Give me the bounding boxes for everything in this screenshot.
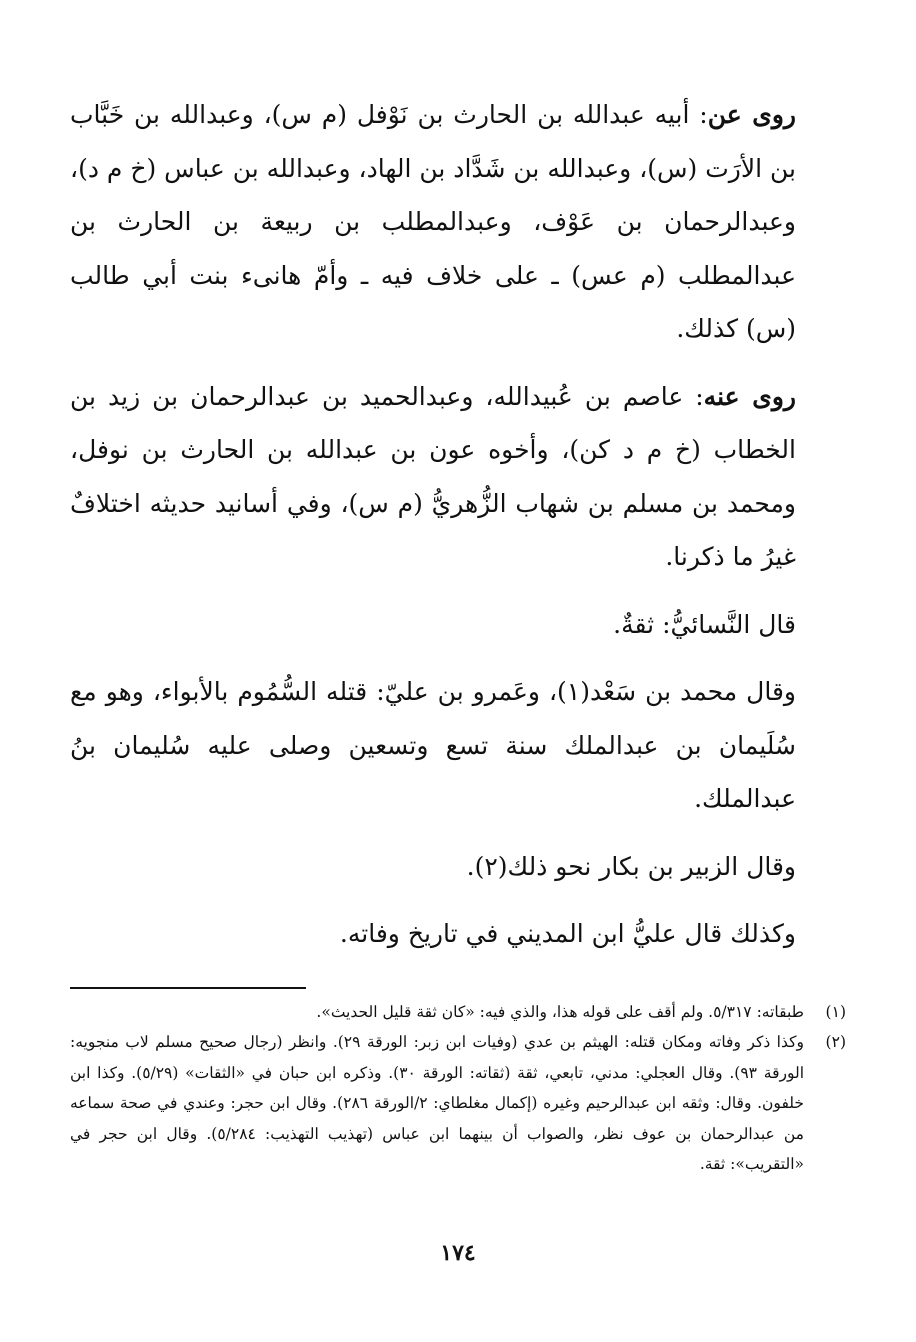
- paragraph-text: وكذلك قال عليُّ ابن المديني في تاريخ وفاته.: [339, 919, 796, 948]
- paragraph-ibn-madini: [70, 907, 846, 961]
- footnotes: [70, 997, 846, 1180]
- paragraph-narrated-by: [70, 370, 846, 584]
- footnote-separator: [70, 987, 306, 989]
- paragraph-text: قال النَّسائيُّ: ثقةٌ.: [613, 609, 796, 639]
- paragraph-ibn-sad: [70, 665, 846, 826]
- footnote-text: وكذا ذكر وفاته ومكان قتله: الهيثم بن عدي (وفيات ابن زبر: الورقة ٢٩). وانظر (رجال صحيح مسلم لاب منجويه: الورقة ٩٣). وقال العجلي: مدني، تابعي، ثقة (ثقاته: الورقة ٣٠). وذكره ابن حبان في «الثقات» (٥/٢٩). وكذا ابن خلفون. وقال: وثقه ابن عبدالرحيم وغيره (إكمال مغلطاي: ٢/الورقة ٢٨٦). وقال ابن حجر: وعندي في صحة سماعه من عبدالرحمان بن عوف نظر، والصواب أن بينهما ابن عباس (تهذيب التهذيب: ٥/٢٨٤). وقال ابن حجر في «التقريب»: ثقة.: [70, 1033, 804, 1173]
- page-number: ١٧٤: [440, 1240, 476, 1266]
- footnote-text: طبقاته: ٥/٣١٧. ولم أقف على قوله هذا، والذي فيه: «كان ثقة قليل الحديث».: [316, 1002, 804, 1021]
- paragraph-narrated-from: [70, 88, 846, 356]
- footnote-number: (٢): [825, 1033, 846, 1051]
- footnote: [70, 997, 846, 1028]
- paragraph-lead: روى عن: [707, 100, 796, 129]
- paragraph-text: : أبيه عبدالله بن الحارث بن نَوْفل (م س)، وعبدالله بن خَبَّاب بن الأرَت (س)، وعبدالله بن شَدَّاد بن الهاد، وعبدالله بن عباس (خ م د)، وعبدالرحمان بن عَوْف، وعبدالمطلب بن ربيعة بن الحارث بن عبدالمطلب (م عس) ـ على خلاف فيه ـ وأمّ هانىء بنت أبي طالب (س) كذلك.: [70, 100, 796, 343]
- paragraph-lead: روى عنه: [703, 381, 797, 411]
- footnote-number: (١): [825, 1002, 846, 1021]
- paragraph-text: وقال الزبير بن بكار نحو ذلك(٢).: [466, 851, 796, 881]
- footnote: [70, 1027, 846, 1180]
- paragraph-zubayr: [70, 840, 846, 894]
- paragraph-nasai: [70, 598, 846, 652]
- paragraph-text: : عاصم بن عُبيدالله، وعبدالحميد بن عبدالرحمان بن زيد بن الخطاب (خ م د كن)، وأخوه عون بن عبدالله بن الحارث بن نوفل، ومحمد بن مسلم بن شهاب الزُّهريُّ (م س)، وفي أسانيد حديثه اختلافٌ غيرُ ما ذكرنا.: [70, 381, 796, 571]
- paragraph-text: وقال محمد بن سَعْد(١)، وعَمرو بن عليّ: قتله السُّمُوم بالأبواء، وهو مع سُلَيمان بن عبدالملك سنة تسع وتسعين وصلى عليه سُليمان بنُ عبدالملك.: [70, 677, 796, 813]
